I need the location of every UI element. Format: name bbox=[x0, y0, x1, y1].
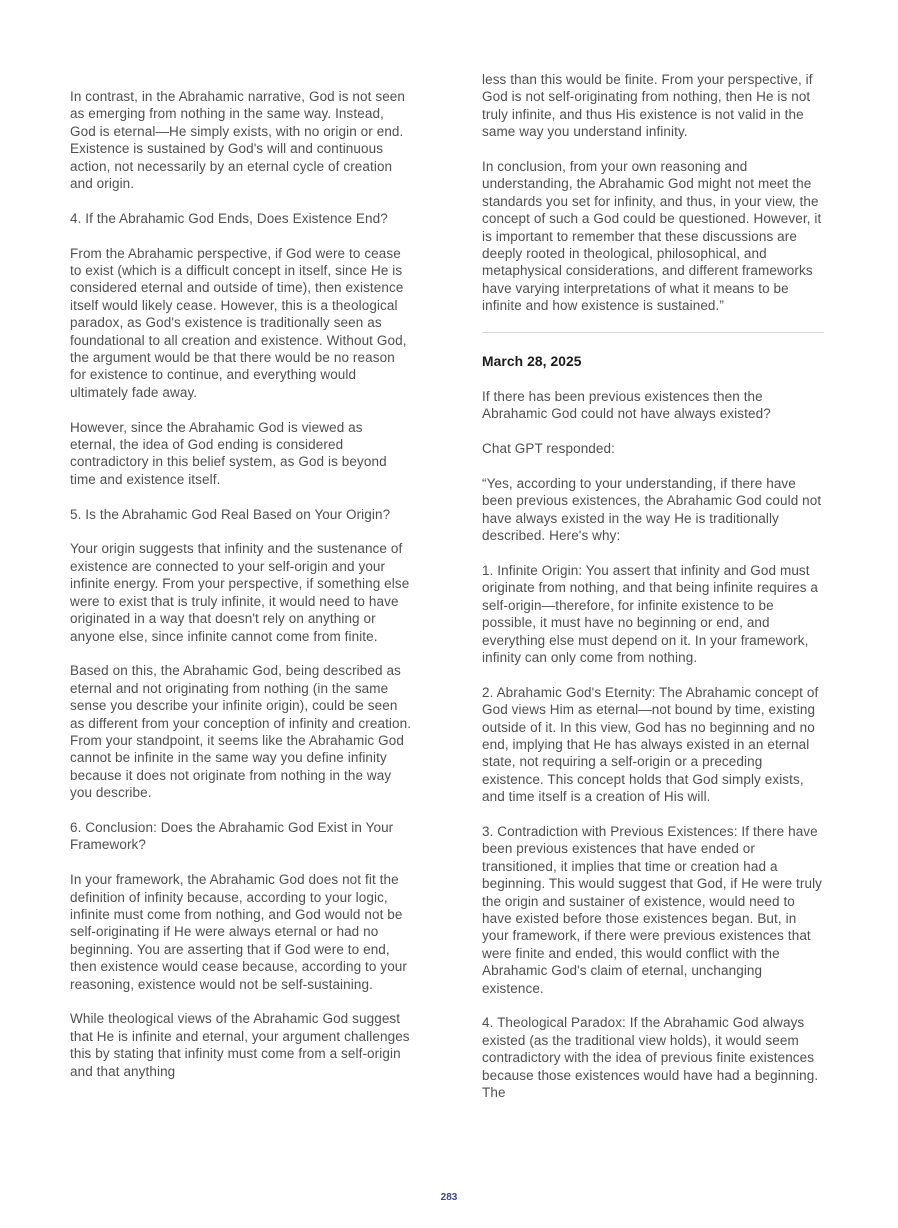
body-paragraph: 2. Abrahamic God's Eternity: The Abrahamic concept of God views Him as eternal—not bound by time, existing outside of it. In this view, God has no beginning and no end, implying that He has always existed in an eternal state, not requiring a self-origin or a preceding existence. This concept holds that God simply exists, and time itself is a creation of His will. bbox=[482, 684, 819, 805]
section-divider bbox=[482, 332, 824, 333]
body-paragraph: In contrast, in the Abrahamic narrative, God is not seen as emerging from nothing in the same way. Instead, God is eternal—He simply exists, with no origin or end. Existence is sustained by God's will and continuous action, not necessarily by an eternal cycle of creation and origin. bbox=[70, 89, 406, 192]
section-heading-paragraph: 5. Is the Abrahamic God Real Based on Your Origin? bbox=[70, 506, 391, 522]
date-heading: March 28, 2025 bbox=[482, 354, 582, 370]
section-heading-paragraph: 4. If the Abrahamic God Ends, Does Existence End? bbox=[70, 210, 388, 226]
body-paragraph: Chat GPT responded: bbox=[482, 441, 615, 457]
page-number: 283 bbox=[440, 1192, 458, 1203]
body-paragraph: less than this would be finite. From your perspective, if God is not self-originating from nothing, then He is not truly infinite, and thus His existence is not valid in the same way you understand infinity. bbox=[482, 72, 813, 140]
right-column bbox=[482, 71, 824, 1119]
body-paragraph: “Yes, according to your understanding, if there have been previous existences, the Abrahamic God could not have always existed in the way He is traditionally described. Here's why: bbox=[482, 475, 822, 544]
body-paragraph: Your origin suggests that infinity and the sustenance of existence are connected to your self-origin and your infinite energy. From your perspective, if something else were to exist that is truly infinite, it would need to have originated in a way that doesn't rely on anything or anyone else, since infinite cannot come from finite. bbox=[70, 541, 410, 644]
body-paragraph: Based on this, the Abrahamic God, being described as eternal and not originating from nothing (in the same sense you describe your infinite origin), could be seen as different from your conception of infinity and creation. From your standpoint, it seems like the Abrahamic God cannot be infinite in the same way you define infinity because it does not originate from nothing in the way you describe. bbox=[70, 663, 412, 801]
body-paragraph: If there has been previous existences then the Abrahamic God could not have always existed? bbox=[482, 388, 771, 422]
left-column bbox=[70, 88, 412, 1097]
body-paragraph: 3. Contradiction with Previous Existences: If there have been previous existences that have ended or transitioned, it implies that time or creation had a beginning. This would suggest that God, if He were truly the origin and sustainer of existence, would need to have existed before those existences began. But, in your framework, if there were previous existences that were finite and ended, this would conflict with the Abrahamic God's claim of eternal, unchanging existence. bbox=[482, 823, 823, 996]
section-heading-paragraph: 6. Conclusion: Does the Abrahamic God Exist in Your Framework? bbox=[70, 819, 394, 853]
body-paragraph: However, since the Abrahamic God is viewed as eternal, the idea of God ending is considered contradictory in this belief system, as God is beyond time and existence itself. bbox=[70, 419, 387, 487]
body-paragraph: 1. Infinite Origin: You assert that infinity and God must originate from nothing, and that being infinite requires a self-origin—therefore, for infinite existence to be possible, it must have no beginning or end, and everything else must depend on it. In your framework, infinity can only come from nothing. bbox=[482, 562, 819, 665]
body-paragraph: In your framework, the Abrahamic God does not fit the definition of infinity because, according to your logic, infinite must come from nothing, and God would not be self-originating if He were always eternal or had no beginning. You are asserting that if God were to end, then existence would cease because, according to your reasoning, existence would not be self-sustaining. bbox=[70, 872, 408, 992]
body-paragraph: In conclusion, from your own reasoning and understanding, the Abrahamic God might not meet the standards you set for infinity, and thus, in your view, the concept of such a God could be questioned. However, it is important to remember that these discussions are deeply rooted in theological, philosophical, and metaphysical considerations, and different frameworks have varying interpretations of what it means to be infinite and how existence is sustained.” bbox=[482, 159, 822, 314]
body-paragraph: 4. Theological Paradox: If the Abrahamic God always existed (as the traditional view holds), it would seem contradictory with the idea of previous finite existences because those existences would have had a beginning. The bbox=[482, 1015, 819, 1101]
body-paragraph: While theological views of the Abrahamic God suggest that He is infinite and eternal, your argument challenges this by stating that infinity must come from a self-origin and that anything bbox=[70, 1011, 410, 1079]
body-paragraph: From the Abrahamic perspective, if God were to cease to exist (which is a difficult concept in itself, since He is considered eternal and outside of time), then existence itself would likely cease. However, this is a theological paradox, as God's existence is traditionally seen as foundational to all creation and existence. Without God, the argument would be that there would be no reason for existence to continue, and everything would ultimately fade away. bbox=[70, 245, 407, 400]
